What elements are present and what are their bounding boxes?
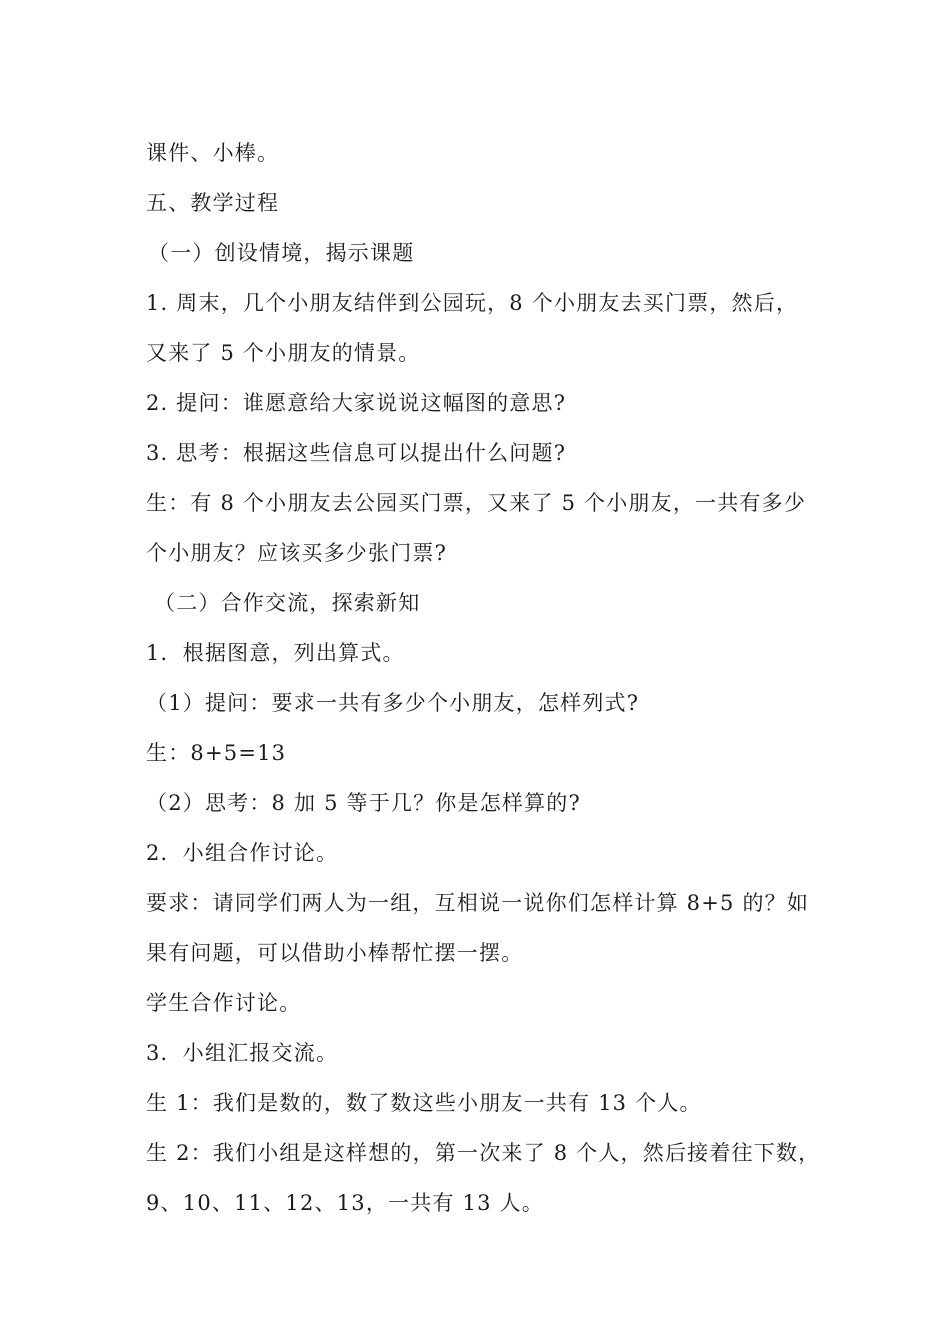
paragraph-line: 3．小组汇报交流。 bbox=[146, 1041, 339, 1065]
paragraph-line: 要求：请同学们两人为一组，互相说一说你们怎样计算 8+5 的？如 bbox=[146, 891, 810, 915]
paragraph-line: 生 1：我们是数的，数了数这些小朋友一共有 13 个人。 bbox=[146, 1091, 702, 1115]
paragraph-line: 2. 提问：谁愿意给大家说说这幅图的意思? bbox=[146, 391, 567, 415]
document-body bbox=[146, 128, 836, 1228]
paragraph-line: 生 2：我们小组是这样想的，第一次来了 8 个人，然后接着往下数， bbox=[146, 1141, 821, 1165]
paragraph-line: 1. 周末，几个小朋友结伴到公园玩，8 个小朋友去买门票，然后， bbox=[146, 291, 799, 315]
paragraph-line: 又来了 5 个小朋友的情景。 bbox=[146, 341, 421, 365]
paragraph-line: （1）提问：要求一共有多少个小朋友，怎样列式? bbox=[146, 691, 640, 715]
paragraph-line: 学生合作讨论。 bbox=[146, 991, 302, 1015]
paragraph-line: 果有问题，可以借助小棒帮忙摆一摆。 bbox=[146, 941, 524, 965]
subsection-heading-2: （二）合作交流，探索新知 bbox=[154, 591, 421, 615]
paragraph-line: 生：8+5=13 bbox=[146, 741, 287, 765]
paragraph-line: 3. 思考：根据这些信息可以提出什么问题? bbox=[146, 441, 567, 465]
paragraph-line: 个小朋友？应该买多少张门票? bbox=[146, 541, 448, 565]
paragraph-line: 1．根据图意，列出算式。 bbox=[146, 641, 405, 665]
paragraph-line: （2）思考：8 加 5 等于几？你是怎样算的? bbox=[146, 791, 581, 815]
paragraph-line: 2．小组合作讨论。 bbox=[146, 841, 339, 865]
materials-line: 课件、小棒。 bbox=[146, 141, 280, 165]
section-heading-teaching-process: 五、教学过程 bbox=[146, 191, 280, 215]
subsection-heading-1: （一）创设情境，揭示课题 bbox=[148, 241, 415, 265]
paragraph-line: 生：有 8 个小朋友去公园买门票，又来了 5 个小朋友，一共有多少 bbox=[146, 491, 807, 515]
paragraph-line: 9、10、11、12、13，一共有 13 人。 bbox=[146, 1191, 544, 1215]
